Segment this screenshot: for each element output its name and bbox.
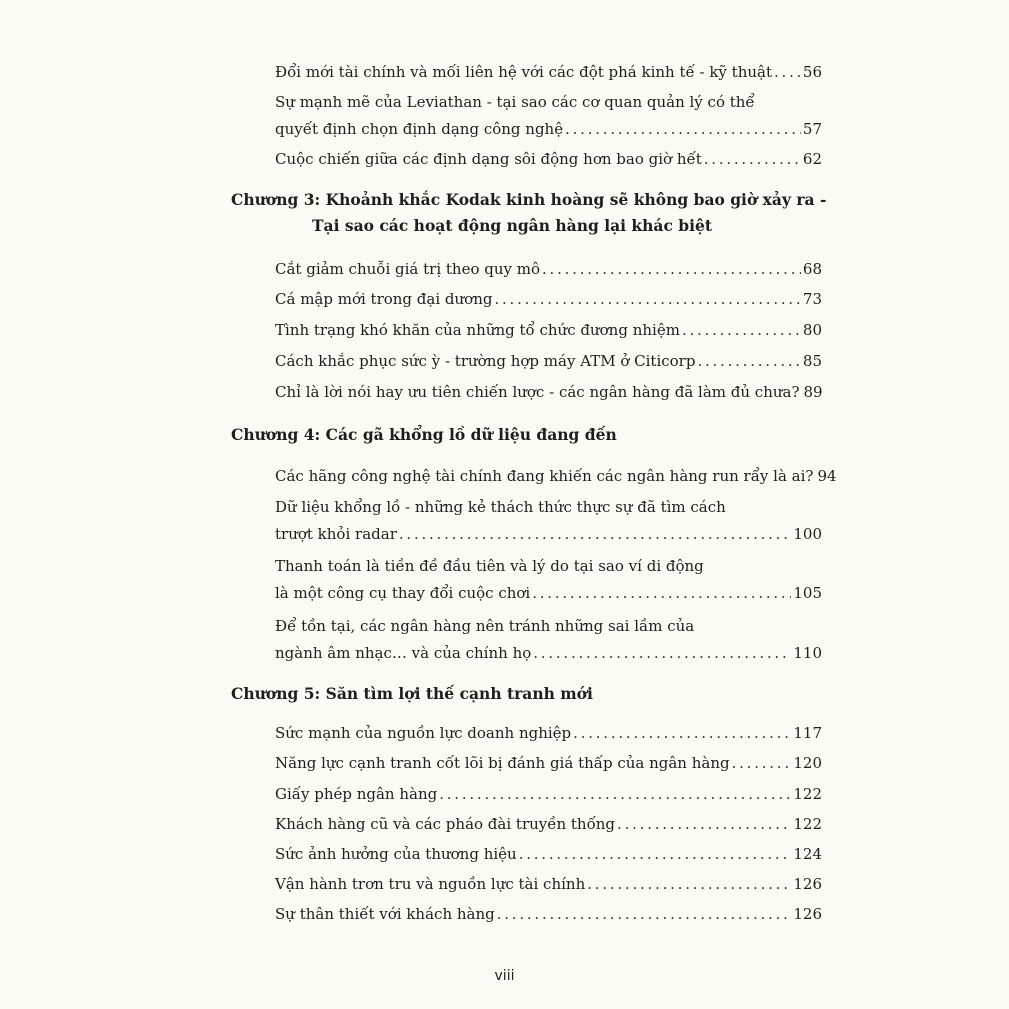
- toc-entry-title: trượt khỏi radar: [275, 525, 397, 543]
- toc-entry: [275, 783, 822, 805]
- toc-entry-page: 56: [802, 63, 822, 81]
- leader-dots: [697, 350, 800, 372]
- leader-dots: [439, 783, 791, 805]
- toc-entry: [275, 582, 822, 604]
- chapter-heading: Chương 3: Khoảnh khắc Kodak kinh hoàng sẽ không bao giờ xảy ra -: [231, 190, 827, 209]
- toc-entry-title: Vận hành trơn tru và nguồn lực tài chính: [275, 875, 586, 893]
- toc-entry-page: 80: [802, 321, 822, 339]
- toc-entry-title-line1: Sự mạnh mẽ của Leviathan - tại sao các cơ quan quản lý có thể: [275, 93, 755, 111]
- leader-dots: [587, 873, 791, 895]
- toc-entry: [275, 465, 837, 487]
- toc-entry-page: 126: [793, 875, 822, 893]
- toc-entry: [275, 61, 822, 83]
- toc-entry: [275, 148, 822, 170]
- toc-entry-title: Cách khắc phục sức ỳ - trường hợp máy ATM ở Citicorp: [275, 352, 696, 370]
- toc-entry: [275, 258, 822, 280]
- chapter-heading: Chương 5: Săn tìm lợi thế cạnh tranh mới: [231, 684, 593, 703]
- toc-entry-page: 89: [803, 383, 823, 401]
- toc-entry-title: Sức mạnh của nguồn lực doanh nghiệp: [275, 724, 572, 742]
- toc-entry-page: 105: [793, 584, 822, 602]
- toc-entry: [275, 118, 822, 140]
- toc-entry-title: Khách hàng cũ và các pháo đài truyền thống: [275, 815, 616, 833]
- toc-entry-page: 94: [817, 467, 837, 485]
- toc-entry-title-line1: Dữ liệu khổng lồ - những kẻ thách thức thực sự đã tìm cách: [275, 498, 726, 516]
- toc-entry-title-line1: Để tồn tại, các ngân hàng nên tránh những sai lầm của: [275, 617, 695, 635]
- toc-entry-title: Đổi mới tài chính và mối liên hệ với các đột phá kinh tế - kỹ thuật: [275, 63, 772, 81]
- toc-entry-title: Chỉ là lời nói hay ưu tiên chiến lược - các ngân hàng đã làm đủ chưa?: [275, 383, 800, 401]
- toc-entry-title: Năng lực cạnh tranh cốt lõi bị đánh giá thấp của ngân hàng: [275, 754, 730, 772]
- toc-entry-title: Sức ảnh hưởng của thương hiệu: [275, 845, 517, 863]
- toc-entry-page: 122: [793, 815, 822, 833]
- toc-entry: [275, 381, 822, 403]
- toc-entry-title: Cá mập mới trong đại dương: [275, 290, 493, 308]
- page-number: viii: [494, 968, 515, 984]
- toc-entry-title-line1: Thanh toán là tiền đề đầu tiên và lý do tại sao ví di động: [275, 557, 704, 575]
- toc-entry-page: 57: [802, 120, 822, 138]
- chapter-subheading: Tại sao các hoạt động ngân hàng lại khác biệt: [312, 216, 713, 235]
- leader-dots: [533, 642, 791, 664]
- leader-dots: [542, 258, 801, 280]
- toc-entry-page: 73: [802, 290, 822, 308]
- toc-entry: [275, 722, 822, 744]
- toc-entry-title: ngành âm nhạc… và của chính họ: [275, 644, 532, 662]
- toc-entry: [275, 642, 822, 664]
- toc-entry-title: Cắt giảm chuỗi giá trị theo quy mô: [275, 260, 541, 278]
- leader-dots: [399, 523, 791, 545]
- toc-entry-page: 117: [793, 724, 822, 742]
- leader-dots: [519, 843, 792, 865]
- toc-entry: [275, 350, 822, 372]
- toc-entry-page: 124: [793, 845, 822, 863]
- leader-dots: [532, 582, 791, 604]
- toc-entry-title: Tình trạng khó khăn của những tổ chức đương nhiệm: [275, 321, 680, 339]
- toc-entry: [275, 813, 822, 835]
- toc-entry-title: Giấy phép ngân hàng: [275, 785, 438, 803]
- toc-entry: [275, 903, 822, 925]
- toc-entry-title: Các hãng công nghệ tài chính đang khiến các ngân hàng run rẩy là ai?: [275, 467, 814, 485]
- toc-entry-page: 68: [802, 260, 822, 278]
- leader-dots: [565, 118, 801, 140]
- leader-dots: [497, 903, 792, 925]
- leader-dots: [774, 61, 801, 83]
- leader-dots: [617, 813, 791, 835]
- leader-dots: [682, 319, 801, 341]
- toc-entry-title: Sự thân thiết với khách hàng: [275, 905, 495, 923]
- toc-entry-page: 120: [793, 754, 822, 772]
- toc-entry-page: 100: [793, 525, 822, 543]
- toc-entry: [275, 843, 822, 865]
- toc-entry: [275, 288, 822, 310]
- toc-entry-page: 85: [802, 352, 822, 370]
- toc-entry: [275, 319, 822, 341]
- toc-entry-title: Cuộc chiến giữa các định dạng sôi động hơn bao giờ hết: [275, 150, 702, 168]
- leader-dots: [732, 752, 792, 774]
- leader-dots: [573, 722, 791, 744]
- toc-entry-title: là một công cụ thay đổi cuộc chơi: [275, 584, 531, 602]
- toc-entry: [275, 523, 822, 545]
- toc-entry-page: 62: [802, 150, 822, 168]
- chapter-heading: Chương 4: Các gã khổng lồ dữ liệu đang đến: [231, 425, 617, 444]
- toc-entry-page: 110: [793, 644, 822, 662]
- leader-dots: [704, 148, 801, 170]
- toc-entry: [275, 752, 822, 774]
- toc-entry: [275, 873, 822, 895]
- toc-entry-page: 122: [793, 785, 822, 803]
- leader-dots: [494, 288, 800, 310]
- toc-entry-title: quyết định chọn định dạng công nghệ: [275, 120, 564, 138]
- toc-entry-page: 126: [793, 905, 822, 923]
